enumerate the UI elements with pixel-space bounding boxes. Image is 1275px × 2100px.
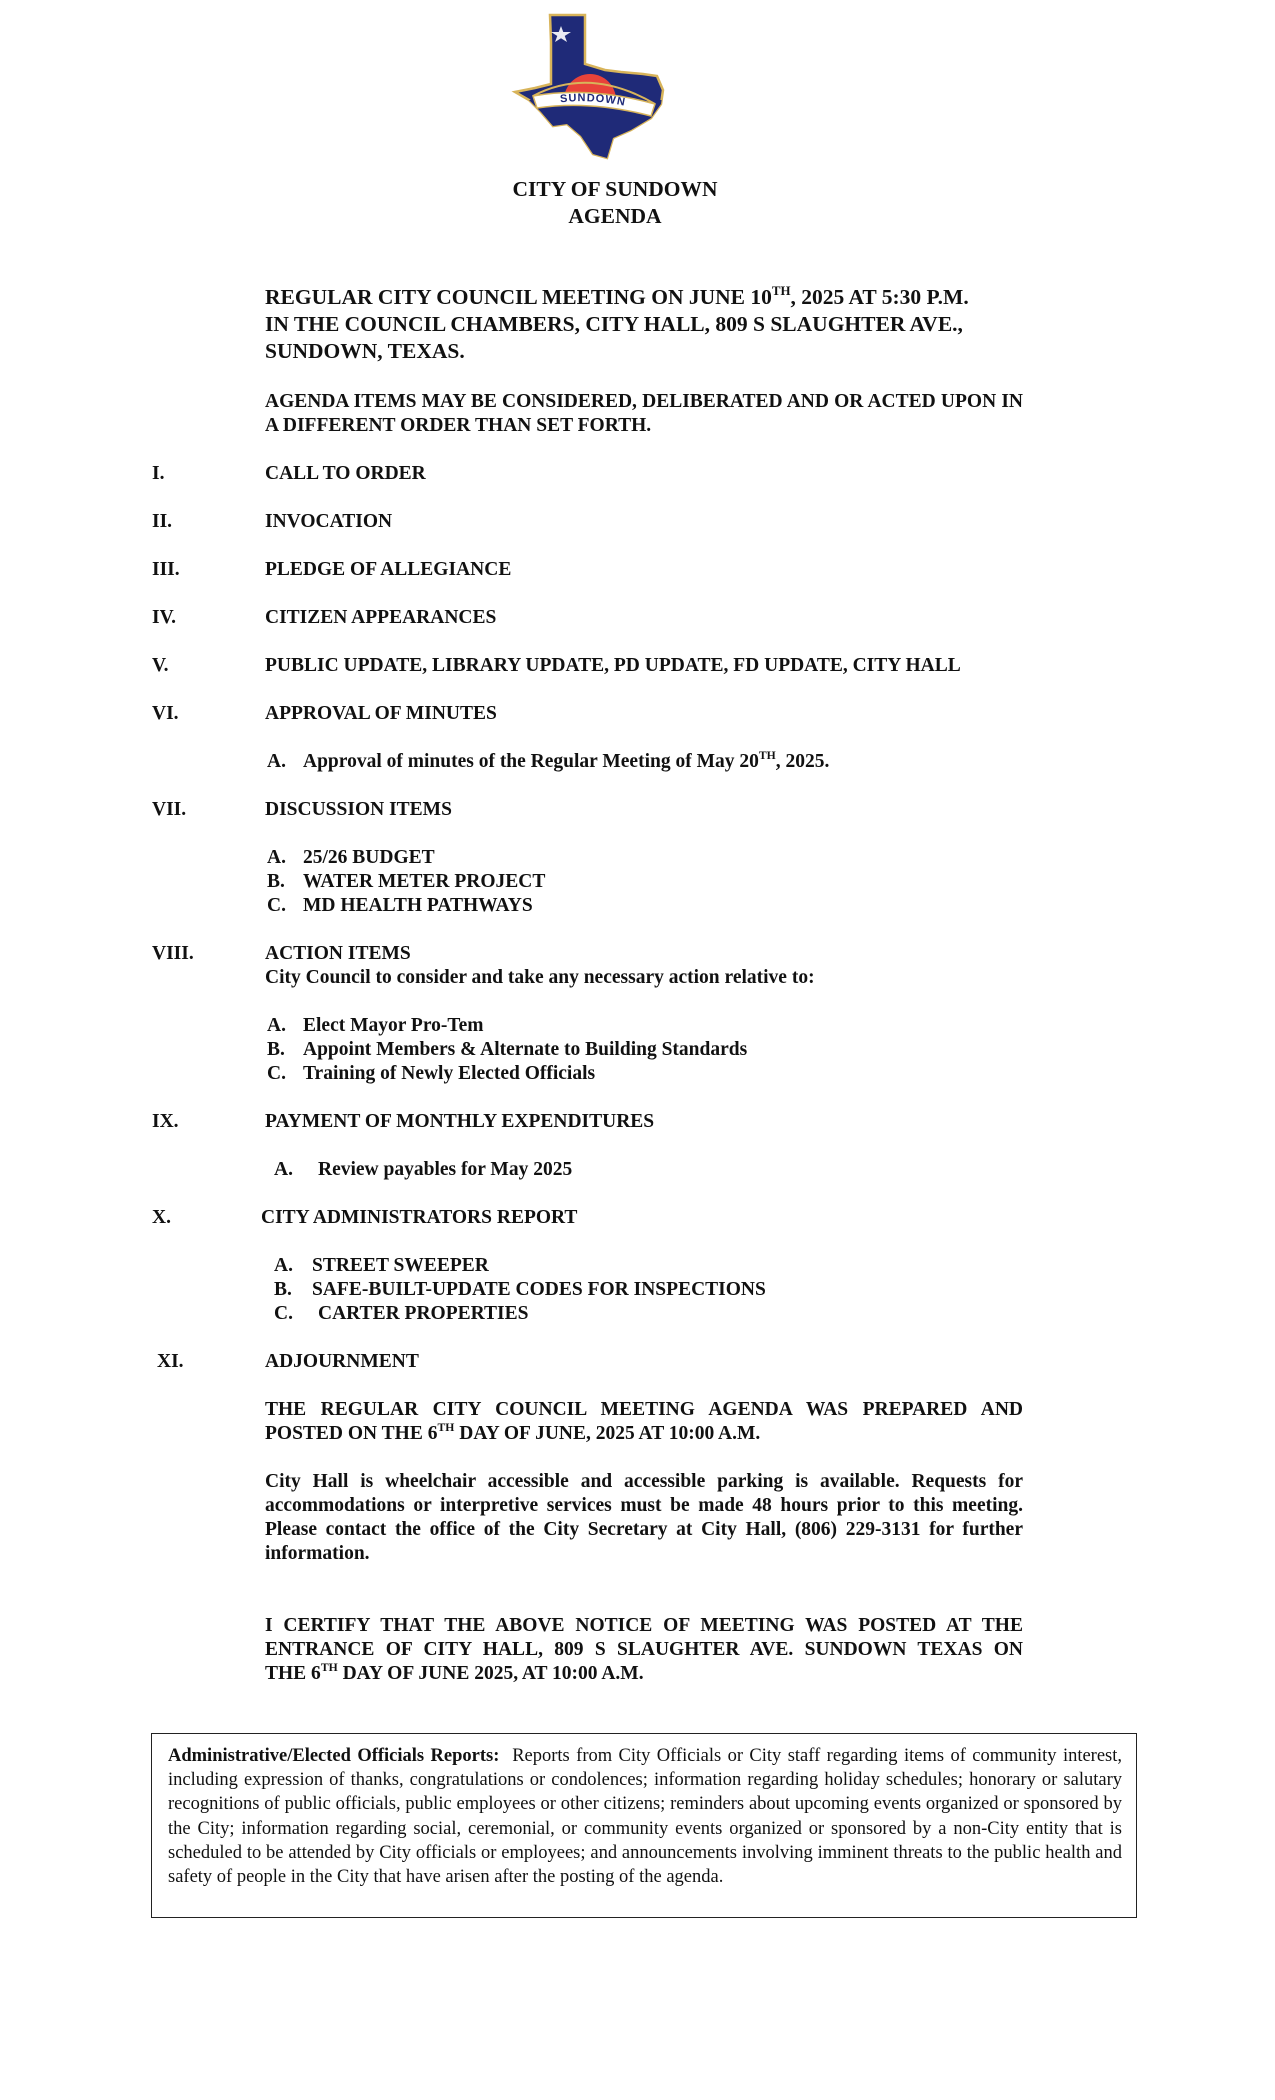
document-title: AGENDA bbox=[568, 204, 662, 228]
city-logo bbox=[505, 12, 675, 162]
sub-item-text: WATER METER PROJECT bbox=[303, 871, 546, 892]
sub-item-letter: B. bbox=[267, 871, 285, 892]
reports-notice-box bbox=[151, 1733, 1137, 1918]
sub-item-letter: A. bbox=[267, 847, 286, 868]
item-title: ADJOURNMENT bbox=[265, 1351, 419, 1372]
accessibility-notice: City Hall is wheelchair accessible and accessible parking is available. Requests for accommodations or interpretive services must be made 48 hours prior to this meeting. Please contact the office of the City Secretary at City Hall, (806) 229-3131 for further information. bbox=[265, 1471, 1023, 1564]
city-name: CITY OF SUNDOWN bbox=[512, 177, 718, 201]
sub-item-letter: C. bbox=[274, 1303, 293, 1324]
sub-item-text: Training of Newly Elected Officials bbox=[303, 1063, 596, 1084]
sub-item-letter: C. bbox=[267, 1063, 286, 1084]
prepared-line-1: THE REGULAR CITY COUNCIL MEETING AGENDA WAS PREPARED AND bbox=[265, 1399, 1023, 1420]
item-number: IX. bbox=[152, 1111, 179, 1132]
item-number: VIII. bbox=[152, 943, 194, 964]
item-number: XI. bbox=[157, 1351, 184, 1372]
logo-text: SUNDOWN bbox=[559, 92, 627, 109]
prepared-line-2: POSTED ON THE 6TH DAY OF JUNE, 2025 AT 10:00 A.M. bbox=[265, 1420, 761, 1444]
item-title: ACTION ITEMS bbox=[265, 943, 411, 964]
meeting-line-2: IN THE COUNCIL CHAMBERS, CITY HALL, 809 S SLAUGHTER AVE., bbox=[265, 312, 963, 336]
sub-item-text: Approval of minutes of the Regular Meeting of May 20TH, 2025. bbox=[303, 748, 830, 772]
item-number: I. bbox=[152, 463, 165, 484]
order-notice: AGENDA ITEMS MAY BE CONSIDERED, DELIBERATED AND OR ACTED UPON IN A DIFFERENT ORDER THAN SET FORTH. bbox=[265, 391, 1023, 436]
item-title: INVOCATION bbox=[265, 511, 393, 532]
item-title: CITIZEN APPEARANCES bbox=[265, 607, 497, 628]
meeting-line-1: REGULAR CITY COUNCIL MEETING ON JUNE 10TH, 2025 AT 5:30 P.M. bbox=[265, 283, 969, 309]
sub-item-letter: A. bbox=[267, 751, 286, 772]
item-title: CITY ADMINISTRATORS REPORT bbox=[261, 1207, 578, 1228]
item-title: PLEDGE OF ALLEGIANCE bbox=[265, 559, 512, 580]
reports-heading: Administrative/Elected Officials Reports: bbox=[168, 1746, 500, 1766]
item-number: VI. bbox=[152, 703, 179, 724]
texas-star-logo-icon bbox=[505, 12, 675, 162]
sub-item-text: 25/26 BUDGET bbox=[303, 847, 435, 868]
sub-item-letter: A. bbox=[267, 1015, 286, 1036]
sub-item-letter: A. bbox=[274, 1159, 293, 1180]
sub-item-text: Elect Mayor Pro-Tem bbox=[303, 1015, 484, 1036]
reports-body: Reports from City Officials or City staff regarding items of community interest, including expression of thanks, congratulations or condolences; information regarding holiday schedules; honorary or salutary recognitions of public officials, public employees or other citizens; reminders about upcoming events organized or sponsored by the City; information regarding social, ceremonial, or community events organized or sponsored by a non-City entity that is scheduled to be attended by City officials or employees; and announcements involving imminent threats to the public health and safety of people in the City that have arisen after the posting of the agenda. bbox=[168, 1746, 1123, 1888]
item-title: PAYMENT OF MONTHLY EXPENDITURES bbox=[265, 1111, 655, 1132]
item-title: DISCUSSION ITEMS bbox=[265, 799, 452, 820]
meeting-line-3: SUNDOWN, TEXAS. bbox=[265, 339, 465, 363]
sub-item-text: MD HEALTH PATHWAYS bbox=[303, 895, 533, 916]
sub-item-letter: B. bbox=[274, 1279, 292, 1300]
sub-item-text: STREET SWEEPER bbox=[312, 1255, 489, 1276]
item-title: CALL TO ORDER bbox=[265, 463, 426, 484]
sub-item-text: CARTER PROPERTIES bbox=[318, 1303, 529, 1324]
certify-line-3: THE 6TH DAY OF JUNE 2025, AT 10:00 A.M. bbox=[265, 1660, 644, 1684]
item-number: V. bbox=[152, 655, 169, 676]
sub-item-letter: C. bbox=[267, 895, 286, 916]
item-title: APPROVAL OF MINUTES bbox=[265, 703, 497, 724]
sub-item-text: Review payables for May 2025 bbox=[318, 1159, 573, 1180]
item-intro: City Council to consider and take any necessary action relative to: bbox=[265, 967, 815, 988]
certify-line-2: ENTRANCE OF CITY HALL, 809 S SLAUGHTER AVE. SUNDOWN TEXAS ON bbox=[265, 1639, 1023, 1660]
item-title: PUBLIC UPDATE, LIBRARY UPDATE, PD UPDATE, FD UPDATE, CITY HALL bbox=[265, 655, 961, 676]
sub-item-text: SAFE-BUILT-UPDATE CODES FOR INSPECTIONS bbox=[312, 1279, 766, 1300]
item-number: VII. bbox=[152, 799, 187, 820]
sub-item-letter: B. bbox=[267, 1039, 285, 1060]
sub-item-letter: A. bbox=[274, 1255, 293, 1276]
certify-line-1: I CERTIFY THAT THE ABOVE NOTICE OF MEETING WAS POSTED AT THE bbox=[265, 1615, 1023, 1636]
item-number: IV. bbox=[152, 607, 177, 628]
item-number: X. bbox=[152, 1207, 171, 1228]
item-number: III. bbox=[152, 559, 180, 580]
item-number: II. bbox=[152, 511, 173, 532]
sub-item-text: Appoint Members & Alternate to Building Standards bbox=[303, 1039, 748, 1060]
